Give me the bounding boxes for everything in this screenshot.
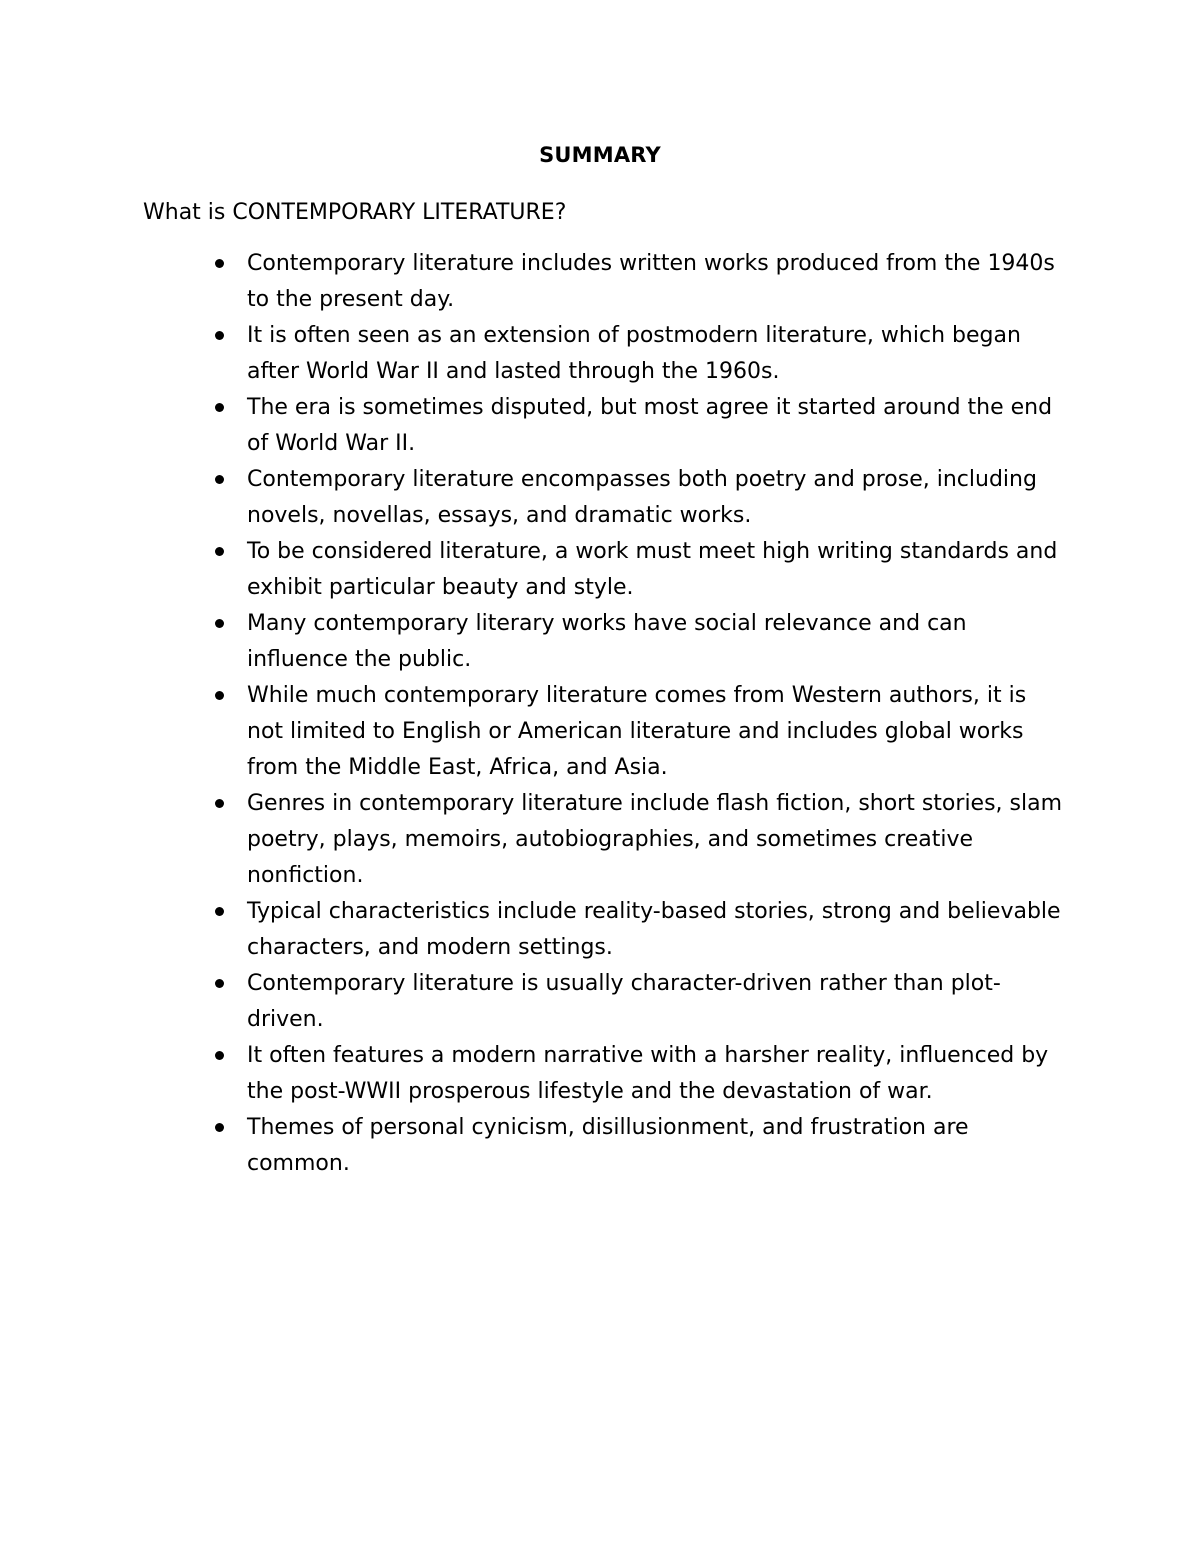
list-item-text: To be considered literature, a work must meet high writing standards and exhibit particular beauty and style. [247, 539, 1058, 600]
list-item-text: Genres in contemporary literature include flash fiction, short stories, slam poetry, plays, memoirs, autobiographies, and sometimes creative nonfiction. [247, 791, 1063, 888]
page-title: SUMMARY [539, 143, 661, 167]
list-item [247, 786, 1067, 894]
list-item [247, 678, 1067, 786]
bullet-icon [215, 403, 224, 412]
list-item [247, 966, 1067, 1038]
list-item [247, 534, 1067, 606]
bullet-icon [215, 259, 224, 268]
list-item [247, 246, 1067, 318]
bullet-list [0, 246, 1200, 1182]
list-item [247, 390, 1067, 462]
list-item-text: Typical characteristics include reality-based stories, strong and believable characters, and modern settings. [247, 899, 1061, 960]
bullet-icon [215, 331, 224, 340]
list-item [247, 894, 1067, 966]
list-item-text: Contemporary literature is usually character-driven rather than plot-driven. [247, 971, 1001, 1032]
list-item-text: Themes of personal cynicism, disillusionment, and frustration are common. [247, 1115, 969, 1176]
list-item [247, 462, 1067, 534]
list-item-text: Many contemporary literary works have social relevance and can influence the public. [247, 611, 967, 672]
list-item-text: While much contemporary literature comes from Western authors, it is not limited to English or American literature and includes global works from the Middle East, Africa, and Asia. [247, 683, 1027, 780]
list-item [247, 606, 1067, 678]
list-item [247, 1110, 1067, 1182]
list-item [247, 318, 1067, 390]
bullet-icon [215, 691, 224, 700]
bullet-icon [215, 1123, 224, 1132]
list-item-text: Contemporary literature encompasses both poetry and prose, including novels, novellas, essays, and dramatic works. [247, 467, 1037, 528]
bullet-icon [215, 475, 224, 484]
bullet-icon [215, 799, 224, 808]
list-item-text: It is often seen as an extension of postmodern literature, which began after World War II and lasted through the 1960s. [247, 323, 1021, 384]
list-item-text: The era is sometimes disputed, but most agree it started around the end of World War II. [247, 395, 1053, 456]
bullet-icon [215, 907, 224, 916]
bullet-icon [215, 979, 224, 988]
bullet-icon [215, 1051, 224, 1060]
bullet-icon [215, 547, 224, 556]
bullet-icon [215, 619, 224, 628]
list-item-text: Contemporary literature includes written works produced from the 1940s to the present day. [247, 251, 1055, 312]
list-item [247, 1038, 1067, 1110]
list-item-text: It often features a modern narrative with a harsher reality, influenced by the post-WWII prosperous lifestyle and the devastation of war. [247, 1043, 1049, 1104]
section-question: What is CONTEMPORARY LITERATURE? [143, 200, 567, 225]
